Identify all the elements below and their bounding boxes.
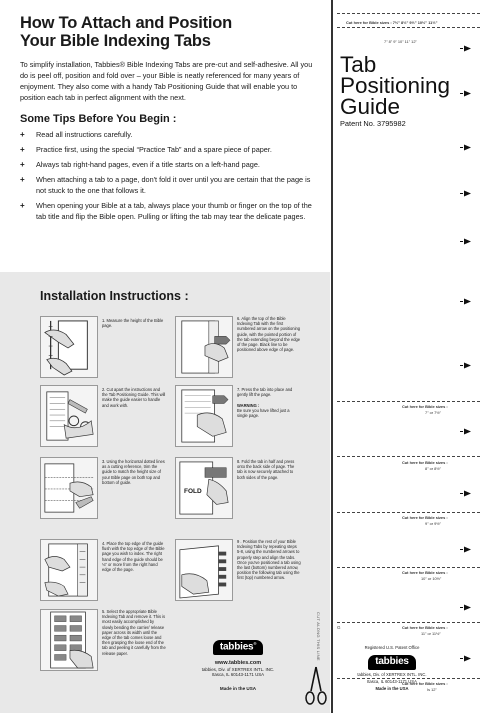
cut-line	[337, 512, 480, 513]
cut-line	[337, 456, 480, 457]
cut-label: Cut here for Bible sizes :	[402, 460, 448, 465]
size-label: 11" or 11½"	[421, 631, 441, 636]
step-text: 2. Cut apart the instructions and the Tab Positioning Guide. This will make the guide easier to handle and work with.	[102, 387, 166, 408]
cut-label: Cut here for Bible sizes : 7½" 8½" 9½" 10½" 11½"	[346, 20, 438, 25]
size-label: 8" or 8½"	[425, 466, 441, 471]
step-3	[40, 457, 165, 519]
step-text: 8. Fold the tab in half and press onto the back side of page. The tab is now securely attached to both sides of the page.	[237, 459, 295, 480]
position-arrow-icon	[460, 655, 472, 662]
cut-label: Cut here for Bible sizes :	[402, 681, 448, 686]
step-illustration	[175, 539, 233, 601]
guide-title: Tab Positioning Guide	[340, 52, 451, 119]
tabbies-logo: tabbies	[368, 655, 416, 670]
tip-item: + Read all instructions carefully.	[20, 130, 133, 139]
step-illustration	[40, 609, 98, 671]
tips-heading: Some Tips Before You Begin :	[20, 113, 177, 125]
position-arrow-icon	[460, 490, 472, 497]
guide-edge-line	[331, 0, 333, 713]
step-1	[40, 316, 165, 378]
position-arrow-icon	[460, 546, 472, 553]
patent-number: Patent No. 3795982	[340, 119, 406, 128]
position-arrow-icon	[460, 90, 472, 97]
tip-item: + When opening your Bible at a tab, always place your thumb or finger on the top of the tab title and flip the Bible open. Pulling or lifting the tab may tear the delicate pages.	[20, 200, 312, 221]
guide-brand-block	[352, 645, 432, 692]
position-arrow-icon	[460, 238, 472, 245]
tabbies-logo: tabbies®	[213, 640, 263, 655]
step-text: 1. Measure the height of the Bible page.	[102, 318, 164, 329]
step-2	[40, 385, 165, 447]
cut-line	[337, 27, 480, 28]
position-arrow-icon	[460, 428, 472, 435]
position-arrow-icon	[460, 45, 472, 52]
company-name: tabbies, Div. of XERTREX INTL. INC.	[357, 672, 427, 677]
step-illustration	[175, 457, 233, 519]
tips-list	[20, 130, 314, 222]
step-illustration	[175, 316, 233, 378]
cut-line	[337, 622, 480, 623]
plus-icon: +	[20, 130, 25, 139]
step-6	[175, 316, 300, 378]
cut-line	[337, 567, 480, 568]
page-title: How To Attach and Position Your Bible Indexing Tabs	[20, 14, 233, 50]
plus-icon: +	[20, 200, 25, 210]
cut-label: Cut here for Bible sizes :	[402, 625, 448, 630]
position-arrow-icon	[460, 298, 472, 305]
cut-line	[337, 401, 480, 402]
position-arrow-icon	[460, 604, 472, 611]
step-text: 6. Align the top of the Bible Indexing Tab with the first numbered arrow on the positioning guide, with the pointed portion of the tab extending beyond the edge of the page. Black line to be positioned above edge of page.	[237, 316, 301, 353]
made-in-usa: Made in the USA	[375, 686, 409, 692]
cut-line	[337, 13, 480, 14]
intro-section	[0, 0, 330, 272]
intro-paragraph: To simplify installation, Tabbies® Bible Indexing Tabs are pre-cut and self-adhesive. All you do is peel off, position and fold over – your Bible is neatly referenced for many years of enjoyment. They also come with a handy Tab Positioning Guide that will enable you to position each tab in perfect alignment with the next.	[20, 60, 313, 102]
step-illustration	[40, 316, 98, 378]
cut-line-label: CUT ALONG THIS LINE	[316, 612, 321, 661]
position-arrow-icon	[460, 362, 472, 369]
made-in-usa: Made in the USA	[219, 685, 257, 691]
step-text: 7. Press the tab into place and gently lift the page. WARNING : Be sure you have lifted just a single page.	[237, 387, 293, 419]
step-illustration	[40, 385, 98, 447]
position-arrow-icon	[460, 144, 472, 151]
step-text: 4. Place the top edge of the guide flush with the top edge of the Bible page you wish to index. The right hand edge of the guide should be ⅛" or more from the right hand edge of the page.	[102, 541, 165, 573]
size-label: 7" or 7½"	[425, 410, 441, 415]
registered-notice: Registered U.S. Patent Office	[364, 645, 420, 650]
step-8	[175, 457, 300, 519]
plus-icon: +	[20, 145, 25, 155]
step-text: 5. Select the appropriate Bible Indexing Tab and remove it. This is most easily accomplished by slowly bending the carrier/ release paper across its width until the edge of the tab comes loose and then grasping the loose end of the tab and peeling it carefully from the release paper.	[102, 609, 166, 656]
position-arrow-icon	[460, 190, 472, 197]
cut-label: Cut here for Bible sizes :	[402, 404, 448, 409]
brand-block	[178, 636, 298, 691]
step-9	[175, 539, 300, 601]
installation-heading: Installation Instructions :	[40, 289, 189, 303]
step-illustration	[40, 539, 98, 601]
g-mark: G	[337, 625, 341, 630]
tip-item: + Practice first, using the special “Practice Tab” and a spare piece of paper.	[20, 145, 272, 155]
company-name: tabbies, Div. of XERTREX INTL. INC.	[201, 666, 275, 672]
step-5	[40, 609, 165, 671]
company-address: Itasca, IL 60143-1171 USA	[211, 672, 265, 677]
step-4	[40, 539, 165, 601]
size-label: 10" or 10½"	[421, 576, 442, 581]
size-label: Is 12"	[427, 687, 437, 692]
cut-label: Cut here for Bible sizes :	[402, 570, 448, 575]
plus-icon: +	[20, 175, 25, 185]
scissors-icon	[305, 665, 327, 709]
size-row: 7" 8" 9" 10" 11" 12"	[384, 39, 417, 44]
step-illustration	[175, 385, 233, 447]
tip-item: + When attaching a tab to a page, don't fold it over until you are certain that the page is not stuck to the one that follows it.	[20, 175, 311, 195]
installation-section	[0, 272, 330, 713]
fold-label: FOLD	[184, 488, 202, 495]
step-illustration	[40, 457, 98, 519]
website: www.tabbies.com	[214, 660, 262, 666]
step-text: 9 . Position the rest of your Bible Indexing Tabs by repeating steps 5-8, using the numbered arrows to properly step and align the tabs. Once you've positioned a tab using the last (bottom) numbered arrow, position the following tab using the first (top) numbered arrow.	[237, 539, 301, 581]
company-address: Itasca, IL 60143-1171 USA	[367, 679, 417, 685]
tip-item: + Always tab right-hand pages, even if a title starts on a left-hand page.	[20, 160, 260, 170]
step-text: 3. Using the horizontal dotted lines as a cutting reference, trim the guide to match the height size of your Bible page on both top and bottom of guide.	[102, 459, 165, 485]
cut-label: Cut here for Bible sizes :	[402, 515, 448, 520]
size-label: 9" or 9½"	[425, 521, 441, 526]
plus-icon: +	[20, 160, 25, 170]
step-7	[175, 385, 300, 447]
